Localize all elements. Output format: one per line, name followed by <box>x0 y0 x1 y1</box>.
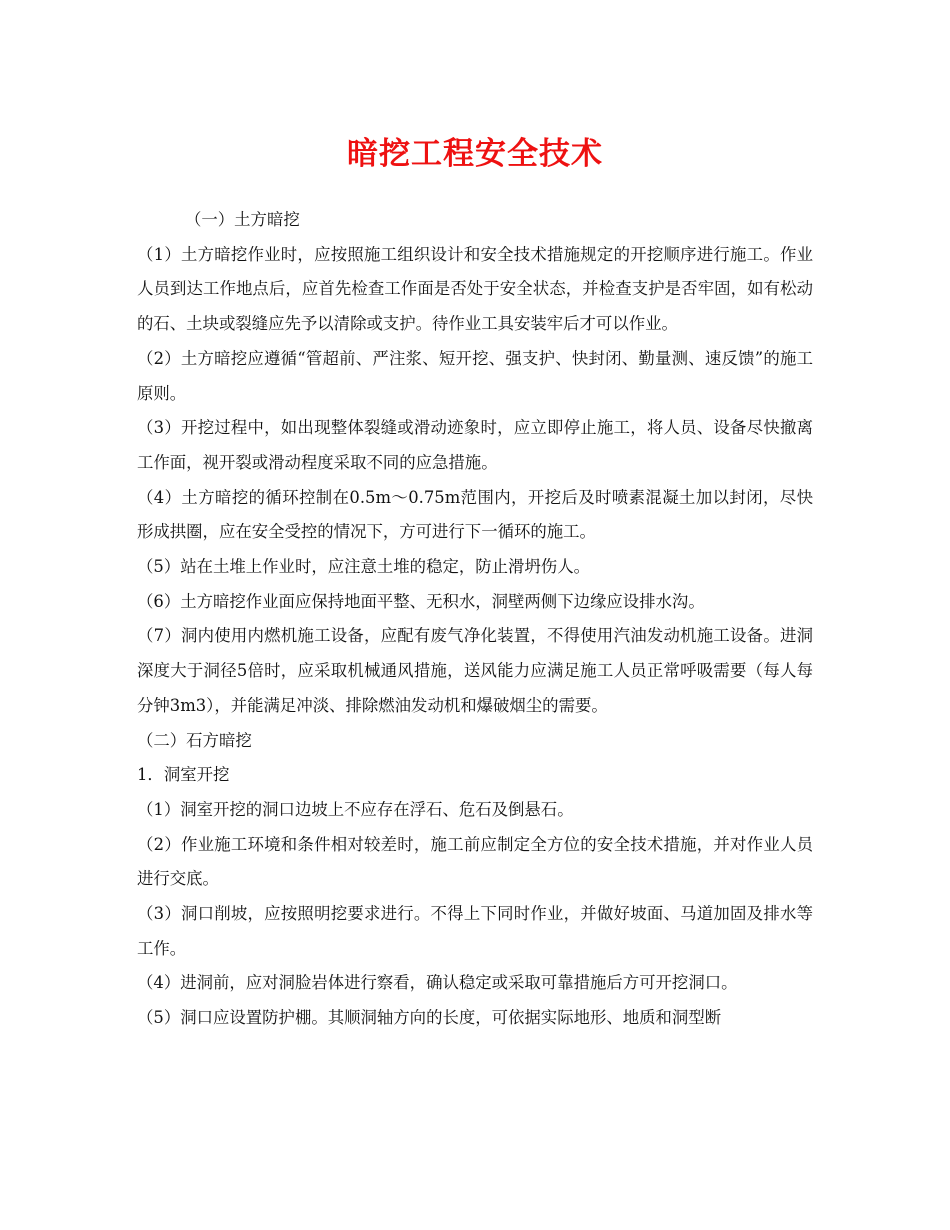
paragraph-cavern-3: （3）洞口削坡，应按照明挖要求进行。不得上下同时作业，并做好坡面、马道加固及排水等工作。 <box>137 904 813 958</box>
paragraph-item-7: （7）洞内使用内燃机施工设备，应配有废气净化装置，不得使用汽油发动机施工设备。进洞深度大于洞径5倍时，应采取机械通风措施，送风能力应满足施工人员正常呼吸需要（每人每分钟3m3），并能满足冲淡、排除燃油发动机和爆破烟尘的需要。 <box>137 626 813 715</box>
section-heading-earthwork: （一）土方暗挖 <box>185 210 300 229</box>
paragraph-item-2: （2）土方暗挖应遵循“管超前、严注浆、短开挖、强支护、快封闭、勤量测、速反馈”的施工原则。 <box>137 348 813 403</box>
subsection-heading-cavern: 1．洞室开挖 <box>137 765 230 785</box>
paragraph-cavern-2: （2）作业施工环境和条件相对较差时，施工前应制定全方位的安全技术措施，并对作业人员进行交底。 <box>137 834 813 889</box>
paragraph-item-1: （1）土方暗挖作业时，应按照施工组织设计和安全技术措施规定的开挖顺序进行施工。作业人员到达工作地点后，应首先检查工作面是否处于安全状态，并检查支护是否牢固，如有松动的石、土块或裂缝应先予以清除或支护。待作业工具安装牢后才可以作业。 <box>137 244 813 334</box>
paragraph-cavern-4: （4）进洞前，应对洞脸岩体进行察看，确认稳定或采取可靠措施后方可开挖洞口。 <box>137 973 738 993</box>
paragraph-item-3: （3）开挖过程中，如出现整体裂缝或滑动迹象时，应立即停止施工，将人员、设备尽快撤离工作面，视开裂或滑动程度采取不同的应急措施。 <box>137 418 813 472</box>
paragraph-cavern-5: （5）洞口应设置防护棚。其顺洞轴方向的长度，可依据实际地形、地质和洞型断 <box>137 1008 722 1028</box>
paragraph-item-6: （6）土方暗挖作业面应保持地面平整、无积水，洞壁两侧下边缘应设排水沟。 <box>137 591 705 611</box>
paragraph-item-4: （4）土方暗挖的循环控制在0.5m～0.75m范围内，开挖后及时喷素混凝土加以封闭，尽快形成拱圈，应在安全受控的情况下，方可进行下一循环的施工。 <box>137 487 813 542</box>
document-body <box>137 203 813 1036</box>
paragraph-cavern-1: （1）洞室开挖的洞口边坡上不应存在浮石、危石及倒悬石。 <box>137 799 574 819</box>
section-heading-rockwork: （二）石方暗挖 <box>137 730 252 750</box>
document-title: 暗挖工程安全技术 <box>347 136 603 172</box>
paragraph-item-5: （5）站在土堆上作业时，应注意土堆的稳定，防止滑坍伤人。 <box>137 557 590 577</box>
